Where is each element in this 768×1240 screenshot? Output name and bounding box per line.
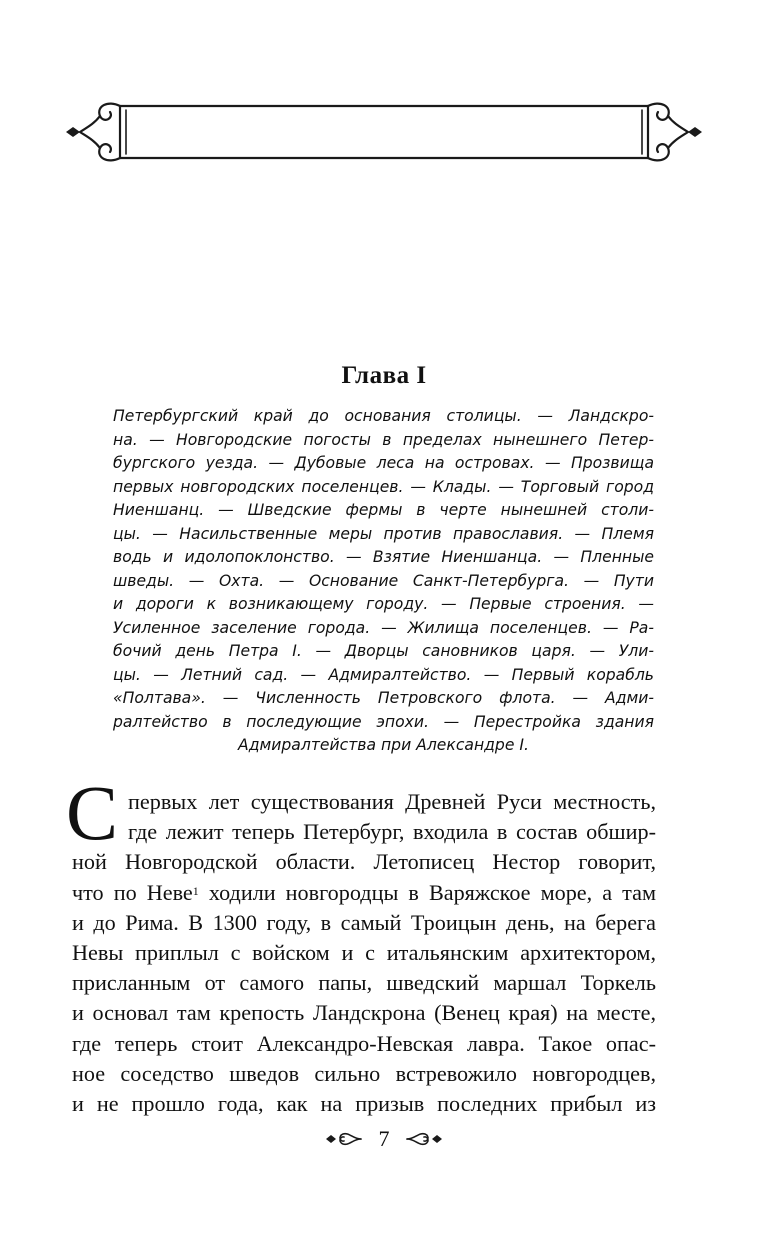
summary-line: Адмиралтейства при Александре I. [238,736,529,754]
body-line [72,878,656,908]
summary-line: ралтейство в последующие эпохи. — Перестройка здания [113,712,654,731]
body-line: и до Рима. В 1300 году, в самый Троицын день, на берега [72,909,656,935]
body-line: первых лет существования Древней Руси местность, [128,789,656,814]
body-paragraph [72,787,656,1119]
body-line: и основал там крепость Ландскрона (Венец края) на месте, [72,1000,656,1026]
summary-line: бочий день Петра I. — Дворцы сановников царя. — Ули- [113,642,654,660]
page-number: 7 [378,1125,390,1151]
summary-line: первых новгородских поселенцев. — Клады. — Торговый город [113,477,654,496]
summary-line: на. — Новгородские погосты в пределах нынешнего Петер- [113,430,654,449]
summary-line: водь и идолопоклонство. — Взятие Ниеншанца. — Пленные [113,548,654,566]
summary-line: и дороги к возникающему городу. — Первые строения. — [113,595,654,613]
summary-line: шведы. — Охта. — Основание Санкт-Петербурга. — Пути [113,571,654,590]
chapter-frame-ornament [60,96,708,168]
body-line: где теперь стоит Александро-Невская лавра. Такое опас- [72,1030,656,1056]
folio-ornament-left-icon [323,1128,363,1150]
summary-line: цы. — Насильственные меры против православия. — Племя [113,524,654,543]
folio-ornament-right-icon [405,1128,445,1150]
summary-line: Ниеншанц. — Шведские фермы в черте нынешней столи- [113,501,654,519]
chapter-title: Глава I [341,362,427,389]
body-line: где лежит теперь Петербург, входила в состав обшир- [128,819,656,845]
chapter-summary [113,405,654,758]
body-line: ной Новгородской области. Летописец Нестор говорит, [72,849,656,875]
summary-line: «Полтава». — Численность Петровского флота. — Адми- [113,689,654,707]
body-line-part: что по Неве [72,879,193,905]
body-line-part: ходили новгородцы в Варяжское море, а там [198,879,656,905]
drop-cap: С [66,769,119,856]
body-line: ное соседство шведов сильно встревожило новгородцев, [72,1060,656,1086]
summary-line: Петербургский край до основания столицы. — Ландскро- [113,407,654,425]
body-line: Невы приплыл с войском и с итальянским архитектором, [72,940,656,966]
body-line: присланным от самого папы, шведский маршал Торкель [72,970,656,996]
summary-line: цы. — Летний сад. — Адмиралтейство. — Первый корабль [113,665,654,684]
body-line: и не прошло года, как на призыв последних прибыл из [72,1091,656,1117]
footnote-marker[interactable]: 1 [192,883,199,898]
page-folio [0,1124,768,1152]
summary-line: бургского уезда. — Дубовые леса на островах. — Прозвища [113,454,654,472]
summary-line: Усиленное заселение города. — Жилища поселенцев. — Ра- [113,618,654,637]
